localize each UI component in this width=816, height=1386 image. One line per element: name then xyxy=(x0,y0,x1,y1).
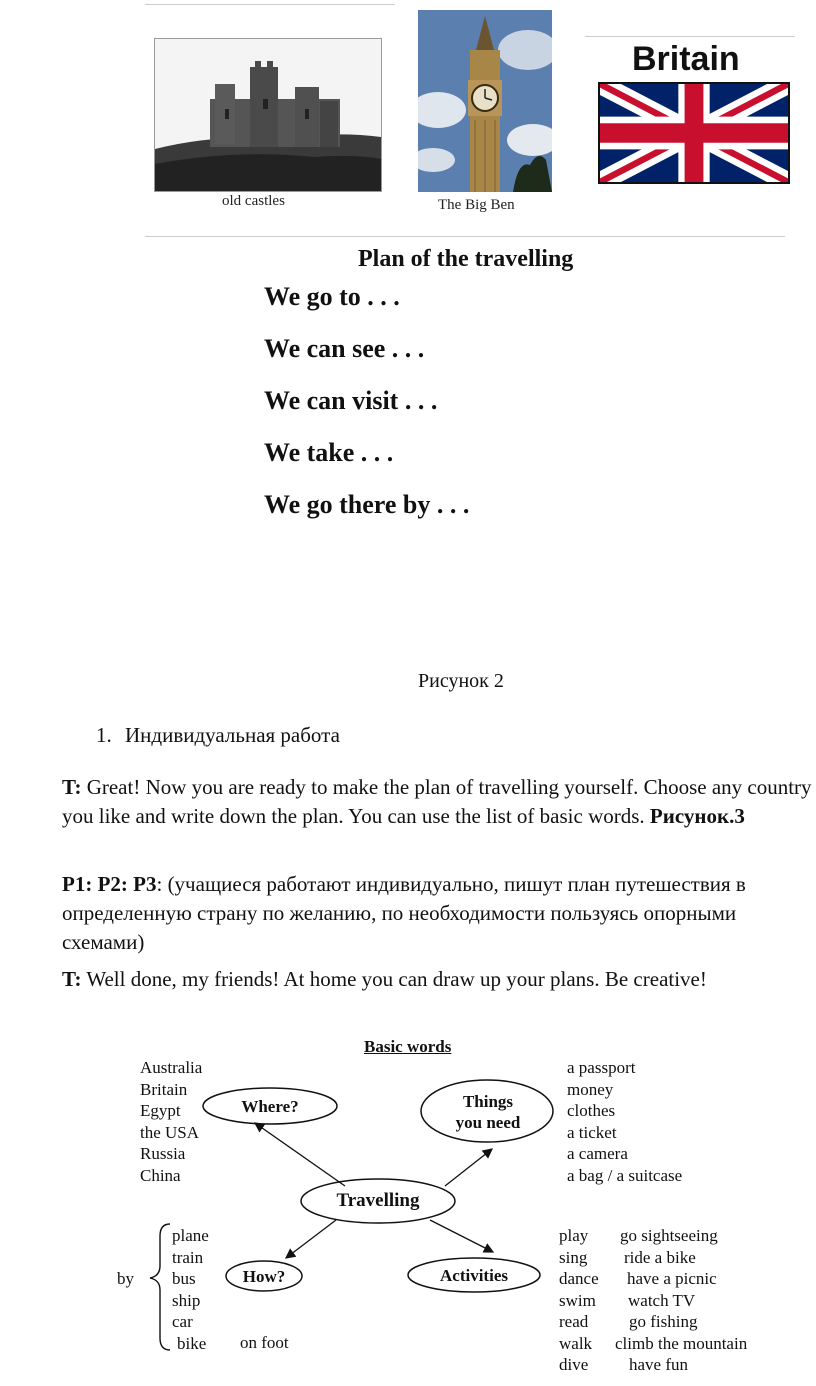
travelling-label: Travelling xyxy=(336,1190,420,1211)
list-text: Индивидуальная работа xyxy=(125,723,340,747)
list-item: read xyxy=(559,1312,589,1331)
speaker-label: T: xyxy=(62,775,82,799)
figure-caption: Рисунок 2 xyxy=(418,670,504,692)
how-label: How? xyxy=(242,1267,286,1286)
list-item: ship xyxy=(172,1290,201,1310)
list-item: dive xyxy=(559,1355,589,1374)
things-list xyxy=(567,1057,682,1186)
activities-label: Activities xyxy=(440,1266,508,1285)
list-item: climb the mountain xyxy=(615,1333,748,1353)
speaker-label: T: xyxy=(62,967,82,991)
britain-label: Britain xyxy=(632,40,740,78)
list-item: go sightseeing xyxy=(620,1226,718,1245)
how-brace xyxy=(150,1224,170,1350)
list-item: watch TV xyxy=(628,1290,696,1310)
list-item: train xyxy=(172,1247,204,1267)
big-ben-caption: The Big Ben xyxy=(438,197,515,213)
how-list xyxy=(172,1225,209,1354)
list-number: 1. xyxy=(96,723,112,747)
list-item: a passport xyxy=(567,1058,636,1077)
plan-title: Plan of the travelling xyxy=(358,246,574,272)
where-list xyxy=(140,1057,202,1186)
list-item: sing xyxy=(559,1247,588,1267)
list-item: Australia xyxy=(140,1058,203,1077)
list-item: the USA xyxy=(140,1122,200,1142)
list-item: clothes xyxy=(567,1101,616,1120)
paragraph-text: Well done, my friends! At home you can draw up your plans. Be creative! xyxy=(81,967,707,991)
list-item: plane xyxy=(172,1226,209,1245)
basic-words-title: Basic words xyxy=(364,1037,452,1056)
speaker-label: P1: P2: P3 xyxy=(62,872,157,896)
things-label xyxy=(421,1091,555,1133)
list-item: dance xyxy=(559,1269,599,1288)
list-item: walk xyxy=(559,1333,593,1353)
list-item: money xyxy=(567,1079,614,1099)
list-item: a ticket xyxy=(567,1122,617,1142)
plan-line-1: We go to . . . xyxy=(264,282,400,311)
list-item: ride a bike xyxy=(624,1247,696,1267)
list-item: swim xyxy=(559,1290,596,1310)
list-item: Russia xyxy=(140,1144,186,1163)
things-label-line2: you need xyxy=(455,1113,521,1132)
list-item: Britain xyxy=(140,1079,188,1099)
things-label-line1: Things xyxy=(462,1092,514,1111)
plan-line-5: We go there by . . . xyxy=(264,490,470,519)
list-item: have fun xyxy=(629,1355,689,1374)
plan-line-2: We can see . . . xyxy=(264,334,425,363)
list-item: bus xyxy=(172,1269,196,1288)
list-item: China xyxy=(140,1165,181,1185)
how-extra: on foot xyxy=(240,1333,289,1352)
list-item: bike xyxy=(177,1333,207,1353)
paragraph-text: : (учащиеся работают индивидуально, пишут план путешествия в определенную страну по желанию, по необходимости пользуясь опорными схемами) xyxy=(62,872,746,954)
list-item: have a picnic xyxy=(627,1269,717,1288)
how-prefix: by xyxy=(117,1269,134,1288)
list-item: a bag / a suitcase xyxy=(567,1165,683,1185)
plan-line-4: We take . . . xyxy=(264,438,394,467)
figure-reference: Рисунок.3 xyxy=(649,804,745,828)
list-item: car xyxy=(172,1312,193,1331)
list-item: Egypt xyxy=(140,1101,181,1120)
activities-col1 xyxy=(559,1225,599,1376)
activities-col2 xyxy=(616,1225,747,1376)
castle-caption: old castles xyxy=(222,193,285,209)
plan-line-3: We can visit . . . xyxy=(264,386,438,415)
list-item: go fishing xyxy=(629,1312,698,1331)
list-item: play xyxy=(559,1226,589,1245)
list-item: a camera xyxy=(567,1144,628,1163)
paragraph-text: Great! Now you are ready to make the plan of travelling yourself. Choose any country you like and write down the plan. You can use the list of basic words. xyxy=(62,775,812,828)
where-label: Where? xyxy=(241,1097,299,1116)
